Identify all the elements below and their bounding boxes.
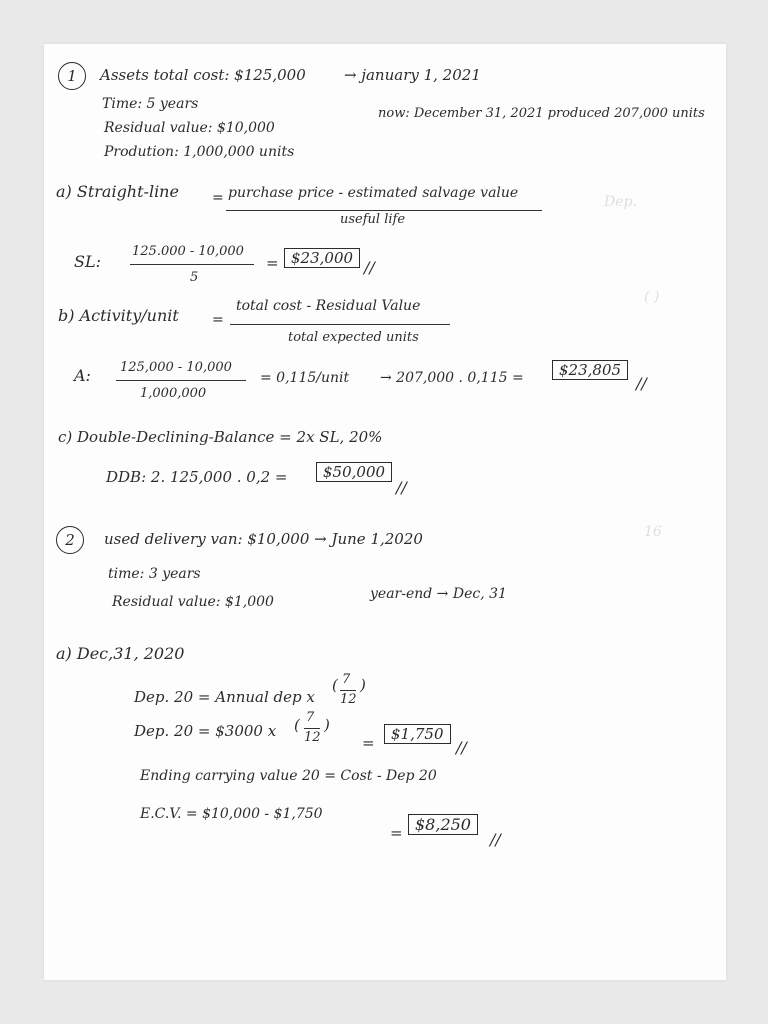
bleed-through-text: ( )	[644, 289, 660, 305]
q2a-dep-eq: =	[362, 734, 375, 752]
q1b-formula-numerator: total cost - Residual Value	[236, 298, 421, 314]
q1a-eq: =	[212, 190, 224, 206]
q1-start-date: → january 1, 2021	[344, 66, 481, 84]
q2a-frac-num: 7	[342, 672, 351, 687]
q1b-a-denominator: 1,000,000	[140, 386, 207, 401]
q2a-frac-bar	[304, 728, 320, 729]
q2a-frac-bar	[340, 690, 356, 691]
q2a-paren-open: (	[332, 676, 338, 694]
bleed-through-text: Dep.	[604, 194, 637, 210]
q2-time: time: 3 years	[108, 566, 201, 582]
bleed-through-text: 16	[644, 524, 662, 540]
q1a-sl-label: SL:	[74, 252, 101, 271]
q2-van: used delivery van: $10,000 → June 1,2020	[104, 530, 423, 548]
q1c-result-box: $50,000	[316, 462, 392, 482]
q1c-label: c) Double-Declining-Balance = 2x SL, 20%	[58, 428, 383, 446]
notebook-page	[44, 44, 726, 980]
q2a-dep-result-box: $1,750	[384, 724, 451, 744]
q1b-formula-denominator: total expected units	[288, 330, 419, 345]
question-1-number: 1	[58, 62, 86, 90]
q1a-fraction-bar	[226, 210, 542, 211]
q1-asset-cost: Assets total cost: $125,000	[100, 66, 306, 84]
q1b-label: b) Activity/unit	[58, 306, 179, 325]
q1-residual: Residual value: $10,000	[104, 120, 275, 136]
q1c-ddb-calc: DDB: 2. 125,000 . 0,2 =	[106, 468, 288, 486]
q1a-sl-denominator: 5	[190, 270, 199, 285]
q2a-frac-num: 7	[306, 710, 315, 725]
q1a-sl-fraction-bar	[130, 264, 254, 265]
q1a-sl-eq: =	[266, 254, 279, 272]
q1b-result-box: $23,805	[552, 360, 628, 380]
answer-mark: //	[456, 738, 467, 757]
q2-year-end: year-end → Dec, 31	[370, 586, 507, 602]
q1-production: Prodution: 1,000,000 units	[104, 144, 295, 160]
q1a-formula-denominator: useful life	[340, 212, 406, 227]
q1a-result-box: $23,000	[284, 248, 360, 268]
q2a-paren-close: )	[324, 716, 330, 734]
q2a-frac-den: 12	[340, 692, 357, 707]
answer-mark: //	[490, 830, 501, 849]
question-2-number: 2	[56, 526, 84, 554]
q2a-ecv-formula: Ending carrying value 20 = Cost - Dep 20	[140, 768, 437, 784]
q2a-label: a) Dec,31, 2020	[56, 644, 185, 663]
q1b-a-fraction-bar	[116, 380, 246, 381]
q1b-calculation: → 207,000 . 0,115 =	[380, 370, 524, 386]
q2-residual: Residual value: $1,000	[112, 594, 274, 610]
q2a-dep-calc: Dep. 20 = $3000 x	[134, 722, 277, 740]
q2a-ecv-eq: =	[390, 824, 403, 842]
q2a-paren-open: (	[294, 716, 300, 734]
q1b-rate: = 0,115/unit	[260, 370, 350, 386]
answer-mark: //	[364, 258, 375, 277]
q1-now-note: now: December 31, 2021 produced 207,000 units	[378, 106, 705, 121]
answer-mark: //	[636, 374, 647, 393]
q2a-dep-formula: Dep. 20 = Annual dep x	[134, 688, 315, 706]
q1b-a-numerator: 125,000 - 10,000	[120, 360, 232, 375]
q1a-formula-numerator: purchase price - estimated salvage value	[228, 185, 519, 201]
q1-time: Time: 5 years	[102, 96, 199, 112]
q1b-eq: =	[212, 312, 224, 328]
q1a-label: a) Straight-line	[56, 182, 179, 201]
answer-mark: //	[396, 478, 407, 497]
q1b-fraction-bar	[230, 324, 450, 325]
q1b-a-label: A:	[74, 366, 91, 385]
q2a-frac-den: 12	[304, 730, 321, 745]
q2a-ecv-calc: E.C.V. = $10,000 - $1,750	[140, 806, 323, 822]
q1a-sl-numerator: 125.000 - 10,000	[132, 244, 244, 259]
q2a-paren-close: )	[360, 676, 366, 694]
q2a-ecv-result-box: $8,250	[408, 814, 478, 835]
